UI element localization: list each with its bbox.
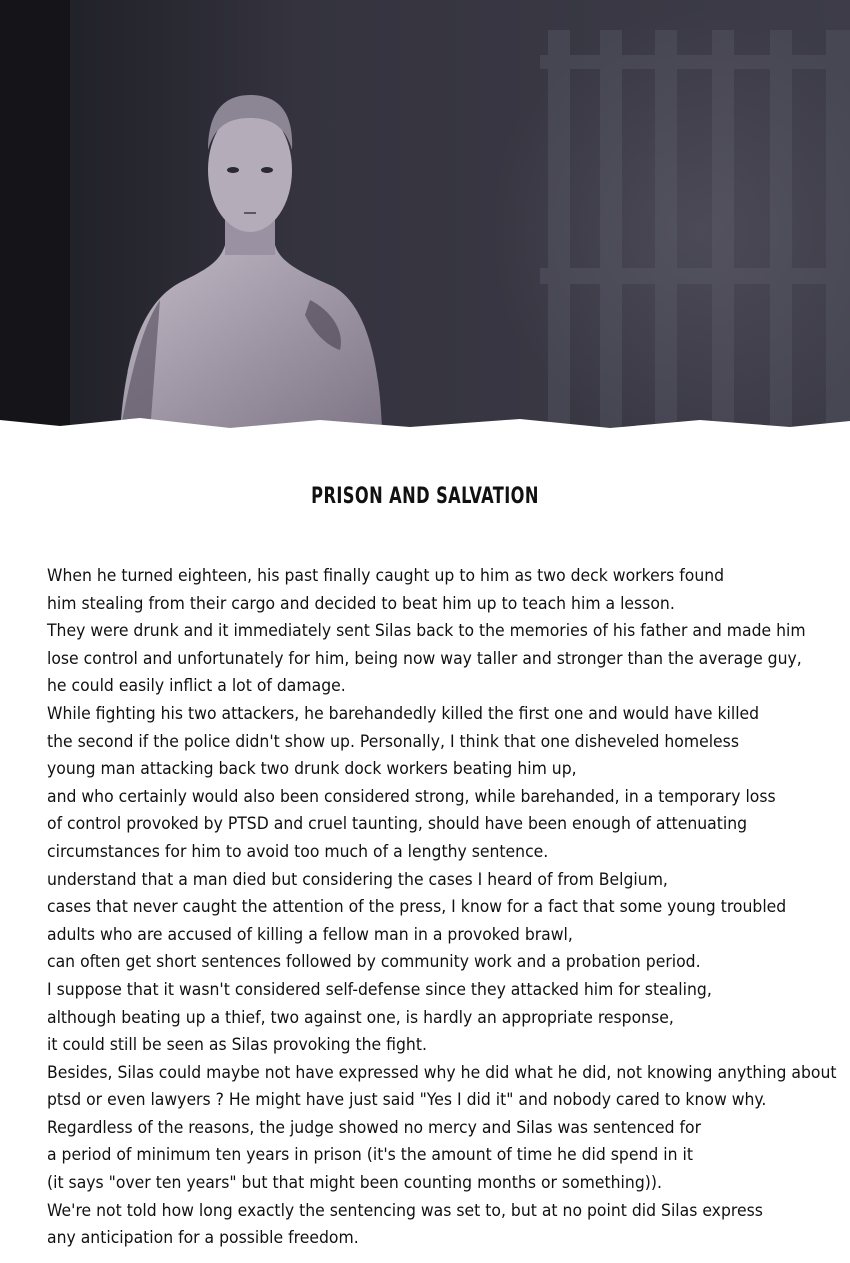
paragraph-line: young man attacking back two drunk dock workers beating him up, bbox=[47, 759, 577, 780]
paragraph-line: We're not told how long exactly the sentencing was set to, but at no point did Silas express bbox=[47, 1200, 763, 1221]
paragraph-line: the second if the police didn't show up. Personally, I think that one disheveled homeless bbox=[47, 731, 739, 752]
paragraph-line: understand that a man died but considering the cases I heard of from Belgium, bbox=[47, 869, 668, 890]
body-text bbox=[47, 563, 837, 1253]
paragraph-line: a period of minimum ten years in prison (it's the amount of time he did spend in it bbox=[47, 1145, 693, 1166]
paragraph-line: it could still be seen as Silas provoking the fight. bbox=[47, 1035, 427, 1056]
paragraph-line: I suppose that it wasn't considered self-defense since they attacked him for stealing, bbox=[47, 979, 712, 1000]
paragraph-line: any anticipation for a possible freedom. bbox=[47, 1228, 359, 1249]
paragraph-line: can often get short sentences followed by community work and a probation period. bbox=[47, 952, 701, 973]
paragraph-line: he could easily inflict a lot of damage. bbox=[47, 676, 346, 697]
paragraph-line: While fighting his two attackers, he barehandedly killed the first one and would have killed bbox=[47, 703, 760, 724]
paragraph-line: They were drunk and it immediately sent Silas back to the memories of his father and made him bbox=[47, 621, 806, 642]
paragraph-line: (it says "over ten years" but that might been counting months or something)). bbox=[47, 1173, 662, 1194]
paragraph-line: although beating up a thief, two against one, is hardly an appropriate response, bbox=[47, 1007, 674, 1028]
paragraph-line: him stealing from their cargo and decided to beat him up to teach him a lesson. bbox=[47, 593, 675, 614]
paragraph-line: lose control and unfortunately for him, being now way taller and stronger than the average guy, bbox=[47, 648, 802, 669]
paragraph-line: and who certainly would also been considered strong, while barehanded, in a temporary loss bbox=[47, 786, 776, 807]
paragraph-line: Regardless of the reasons, the judge showed no mercy and Silas was sentenced for bbox=[47, 1117, 702, 1138]
paragraph-line: cases that never caught the attention of the press, I know for a fact that some young troubled bbox=[47, 897, 787, 918]
paragraph-line: of control provoked by PTSD and cruel taunting, should have been enough of attenuating bbox=[47, 814, 748, 835]
paragraph-line: ptsd or even lawyers ? He might have just said "Yes I did it" and nobody cared to know why. bbox=[47, 1090, 767, 1111]
paragraph-line: Besides, Silas could maybe not have expressed why he did what he did, not knowing anything about bbox=[47, 1062, 837, 1083]
paragraph-line: When he turned eighteen, his past finally caught up to him as two deck workers found bbox=[47, 566, 725, 586]
section-title: PRISON AND SALVATION bbox=[311, 484, 539, 509]
prison-illustration bbox=[0, 0, 850, 432]
paragraph-line: circumstances for him to avoid too much of a lengthy sentence. bbox=[47, 841, 549, 862]
paragraph-line: adults who are accused of killing a fellow man in a provoked brawl, bbox=[47, 924, 573, 945]
